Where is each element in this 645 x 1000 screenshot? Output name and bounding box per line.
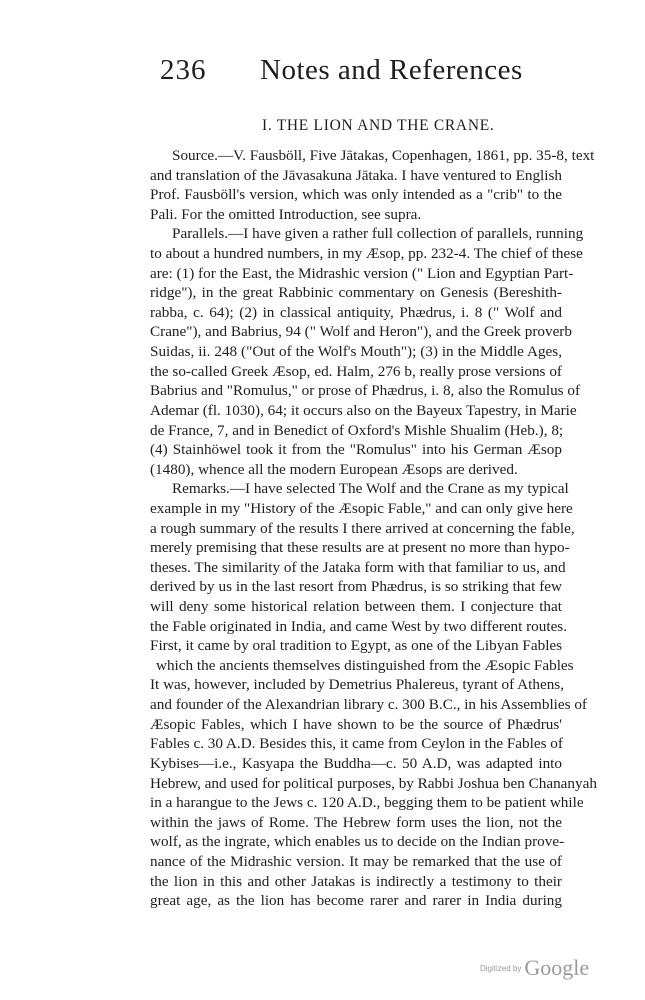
- text-line: which the ancients themselves distinguished from the Æsopic Fables: [156, 656, 574, 674]
- text-line: within the jaws of Rome. The Hebrew form uses the lion, not the: [150, 813, 562, 831]
- text-line: and translation of the Jāvasakuna Jātaka. I have ventured to English: [150, 166, 562, 184]
- text-line: the Fable originated in India, and came West by two different routes.: [150, 617, 568, 635]
- text-line: It was, however, included by Demetrius Phalereus, tyrant of Athens,: [150, 676, 564, 694]
- text-line: Crane"), and Babrius, 94 (" Wolf and Heron"), and the Greek proverb: [150, 323, 572, 341]
- text-line: Remarks.—I have selected The Wolf and the Crane as my typical: [172, 480, 569, 498]
- section-title: I. THE LION AND THE CRANE.: [262, 117, 495, 134]
- text-line: in a harangue to the Jews c. 120 A.D., begging them to be patient while: [150, 794, 584, 812]
- watermark-prefix: Digitized by: [480, 963, 522, 973]
- text-line: and founder of the Alexandrian library c. 300 B.C., in his Assemblies of: [150, 696, 587, 714]
- text-line: merely premising that these results are at present no more than hypo-: [150, 539, 570, 557]
- text-line: are: (1) for the East, the Midrashic version (" Lion and Egyptian Part-: [150, 264, 574, 282]
- text-line: derived by us in the last resort from Phædrus, is so striking that few: [150, 578, 562, 596]
- text-line: the so-called Greek Æsop, ed. Halm, 276 b, really prose versions of: [150, 362, 562, 380]
- text-line: ridge"), in the great Rabbinic commentary on Genesis (Bereshith-: [150, 284, 562, 302]
- text-line: Fables c. 30 A.D. Besides this, it came from Ceylon in the Fables of: [150, 735, 563, 753]
- text-line: Prof. Fausböll's version, which was only intended as a "crib" to the: [150, 186, 562, 204]
- text-line: theses. The similarity of the Jataka form with that familiar to us, and: [150, 558, 566, 576]
- text-line: Hebrew, and used for political purposes, by Rabbi Joshua ben Chananyah: [150, 774, 597, 792]
- text-line: rabba, c. 64); (2) in classical antiquity, Phædrus, i. 8 (" Wolf and: [150, 303, 562, 321]
- text-line: Parallels.—I have given a rather full collection of parallels, running: [172, 225, 584, 243]
- text-line: First, it came by oral tradition to Egypt, as one of the Libyan Fables: [150, 637, 563, 655]
- text-line: (4) Stainhöwel took it from the "Romulus" into his German Æsop: [150, 441, 562, 459]
- text-line: Pali. For the omitted Introduction, see supra.: [150, 205, 422, 223]
- text-line: Ademar (fl. 1030), 64; it occurs also on the Bayeux Tapestry, in Marie: [150, 401, 577, 419]
- text-line: de France, 7, and in Benedict of Oxford's Mishle Shualim (Heb.), 8;: [150, 421, 564, 439]
- page-header: [160, 50, 560, 90]
- text-line: great age, as the lion has become rarer and rarer in India during: [150, 892, 562, 910]
- text-line: Source.—V. Fausböll, Five Jātakas, Copenhagen, 1861, pp. 35-8, text: [172, 147, 595, 164]
- running-head: Notes and References: [260, 54, 523, 86]
- text-line: Æsopic Fables, which I have shown to be the source of Phædrus': [150, 715, 562, 733]
- text-line: the lion in this and other Jatakas is indirectly a testimony to their: [150, 872, 562, 890]
- text-line: will deny some historical relation between them. I conjecture that: [150, 598, 562, 616]
- text-line: Suidas, ii. 248 ("Out of the Wolf's Mouth"); (3) in the Middle Ages,: [150, 343, 562, 361]
- text-line: a rough summary of the results I there arrived at concerning the fable,: [150, 519, 575, 537]
- text-line: (1480), whence all the modern European Æsops are derived.: [150, 460, 518, 478]
- text-line: wolf, as the ingrate, which enables us to decide on the Indian prove-: [150, 833, 565, 851]
- digitized-watermark: [480, 955, 589, 981]
- text-line: Babrius and "Romulus," or prose of Phædrus, i. 8, also the Romulus of: [150, 382, 581, 400]
- text-line: Kybises—i.e., Kasyapa the Buddha—c. 50 A.D, was adapted into: [150, 754, 562, 772]
- text-line: example in my "History of the Æsopic Fable," and can only give here: [150, 499, 573, 517]
- page-number: 236: [160, 54, 207, 86]
- text-line: nance of the Midrashic version. It may be remarked that the use of: [150, 852, 562, 870]
- text-line: to about a hundred numbers, in my Æsop, pp. 232-4. The chief of these: [150, 245, 583, 263]
- watermark-brand: Google: [524, 955, 590, 980]
- body-text: [150, 146, 597, 911]
